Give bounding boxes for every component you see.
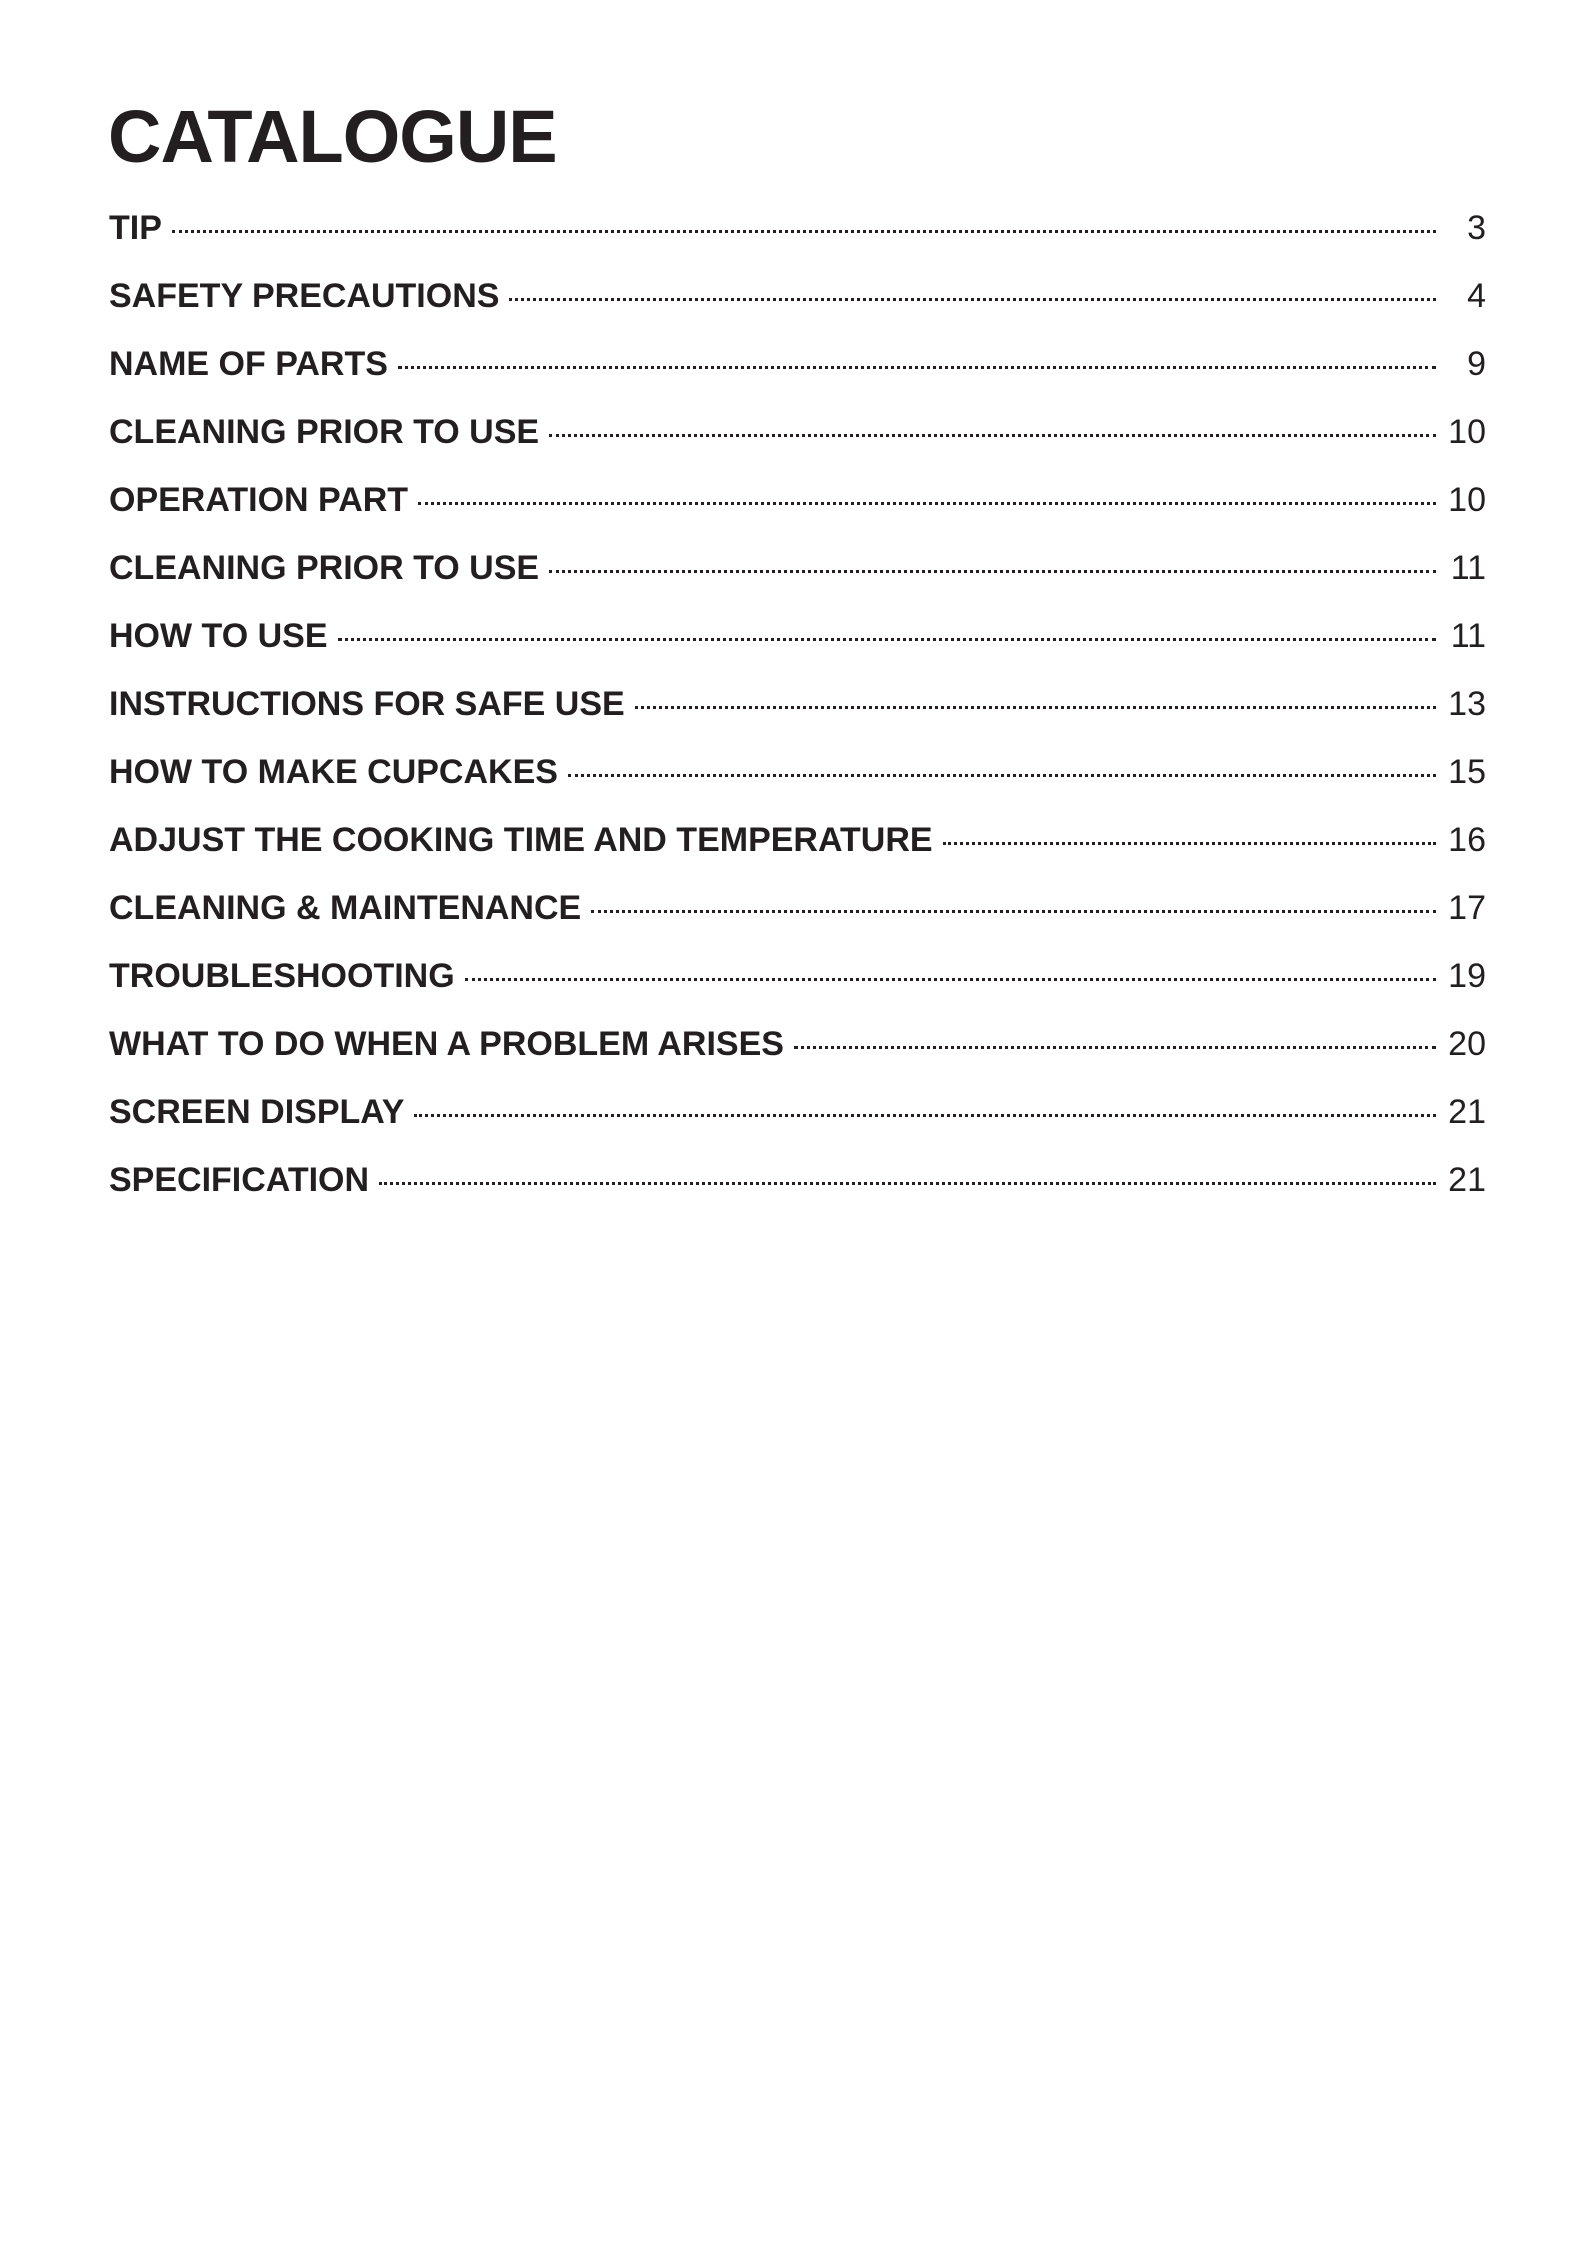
toc-entry-label: NAME OF PARTS [109, 345, 388, 383]
toc-entry-how-to-use[interactable] [109, 612, 1486, 680]
toc-entry-label: HOW TO USE [109, 617, 328, 655]
toc-entry-page: 4 [1467, 277, 1486, 315]
dot-leader [591, 910, 1436, 913]
dot-leader [398, 366, 1436, 369]
toc-entry-label: TIP [109, 209, 162, 247]
dot-leader [465, 978, 1436, 981]
toc-entry-page: 20 [1448, 1025, 1486, 1063]
toc-entry-page: 13 [1448, 685, 1486, 723]
dot-leader [568, 774, 1436, 777]
toc-entry-page: 21 [1448, 1161, 1486, 1199]
toc-entry-label: SPECIFICATION [109, 1161, 370, 1199]
toc-entry-label: HOW TO MAKE CUPCAKES [109, 753, 558, 791]
toc-entry-label: INSTRUCTIONS FOR SAFE USE [109, 685, 625, 723]
toc-entry-operation-part[interactable] [109, 476, 1486, 544]
dot-leader [172, 230, 1436, 233]
toc-entry-page: 3 [1467, 209, 1486, 247]
toc-entry-label: CLEANING PRIOR TO USE [109, 549, 540, 587]
toc-entry-adjust-cooking-time-and-temperature[interactable] [109, 816, 1486, 884]
toc-entry-troubleshooting[interactable] [109, 952, 1486, 1020]
toc-entry-cleaning-and-maintenance[interactable] [109, 884, 1486, 952]
toc-entry-how-to-make-cupcakes[interactable] [109, 748, 1486, 816]
toc-entry-page: 9 [1467, 345, 1486, 383]
toc-entry-name-of-parts[interactable] [109, 340, 1486, 408]
dot-leader [418, 502, 1436, 505]
dot-leader [635, 706, 1436, 709]
toc-entry-page: 10 [1448, 413, 1486, 451]
toc-entry-label: WHAT TO DO WHEN A PROBLEM ARISES [109, 1025, 784, 1063]
dot-leader [549, 570, 1436, 573]
toc-entry-page: 19 [1448, 957, 1486, 995]
toc-entry-page: 15 [1448, 753, 1486, 791]
toc-entry-cleaning-prior-to-use[interactable] [109, 408, 1486, 476]
toc-entry-label: TROUBLESHOOTING [109, 957, 455, 995]
dot-leader [414, 1114, 1436, 1117]
toc-entry-page: 11 [1450, 617, 1486, 655]
toc-entry-label: ADJUST THE COOKING TIME AND TEMPERATURE [109, 821, 933, 859]
toc-entry-label: CLEANING & MAINTENANCE [109, 889, 582, 927]
toc-entry-page: 17 [1448, 889, 1486, 927]
toc-entry-label: OPERATION PART [109, 481, 409, 519]
dot-leader [338, 638, 1437, 641]
toc-entry-specification[interactable] [109, 1156, 1486, 1224]
dot-leader [379, 1182, 1436, 1185]
page-title: CATALOGUE [108, 95, 557, 178]
toc-entry-label: CLEANING PRIOR TO USE [109, 413, 540, 451]
dot-leader [794, 1046, 1436, 1049]
toc-entry-safety-precautions[interactable] [109, 272, 1486, 340]
toc-entry-page: 11 [1450, 549, 1486, 587]
toc-entry-tip[interactable] [109, 204, 1486, 272]
toc-entry-instructions-for-safe-use[interactable] [109, 680, 1486, 748]
toc-entry-label: SCREEN DISPLAY [109, 1093, 405, 1131]
table-of-contents [109, 204, 1486, 1224]
dot-leader [509, 298, 1436, 301]
toc-entry-page: 16 [1448, 821, 1486, 859]
toc-entry-screen-display[interactable] [109, 1088, 1486, 1156]
dot-leader [943, 842, 1436, 845]
dot-leader [549, 434, 1436, 437]
toc-entry-page: 21 [1448, 1093, 1486, 1131]
toc-entry-label: SAFETY PRECAUTIONS [109, 277, 500, 315]
toc-entry-what-to-do-when-a-problem-arises[interactable] [109, 1020, 1486, 1088]
toc-entry-page: 10 [1448, 481, 1486, 519]
toc-entry-cleaning-prior-to-use-2[interactable] [109, 544, 1486, 612]
